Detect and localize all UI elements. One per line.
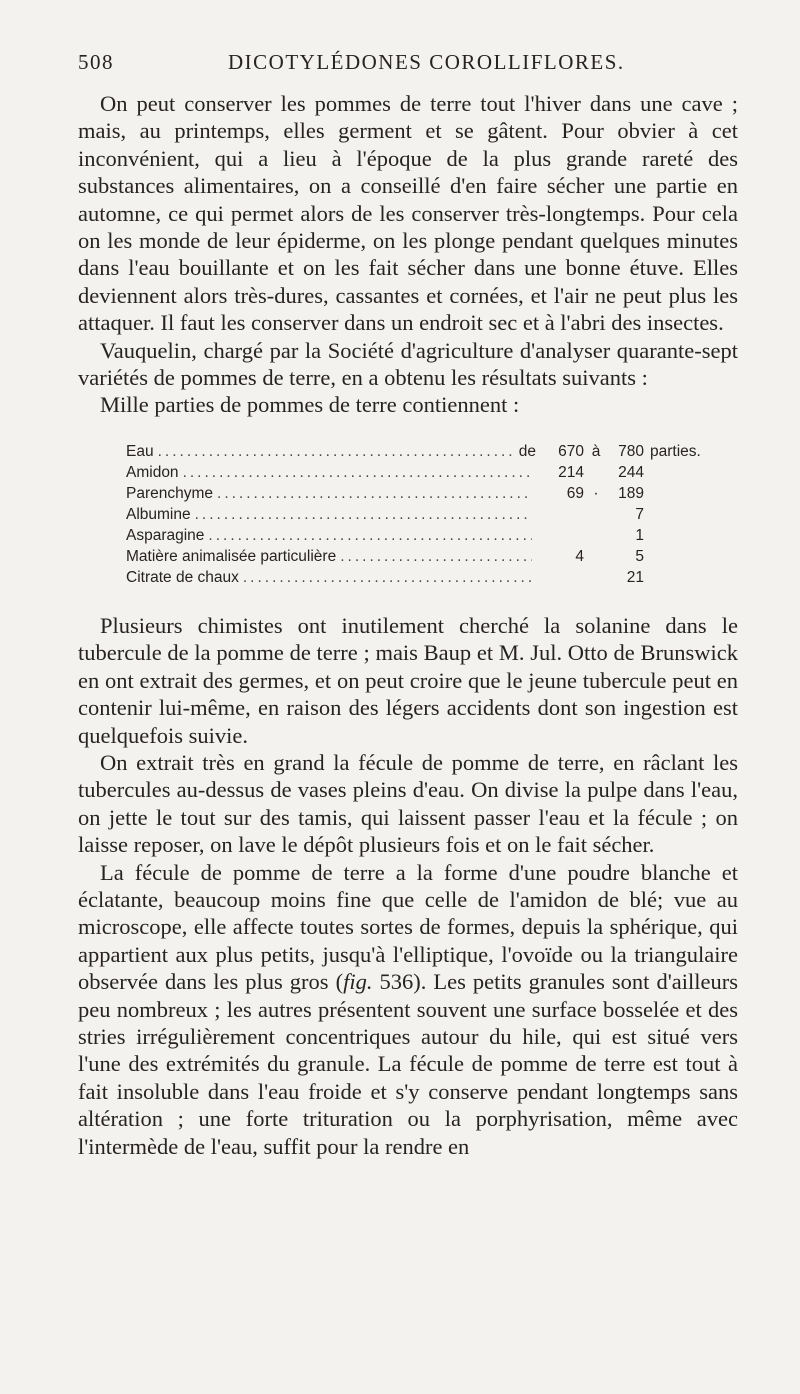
paragraph-table-intro: Mille parties de pommes de terre contiennent : [100, 392, 520, 418]
leader-dots [208, 525, 532, 546]
row-label: Matière animalisée particulière [126, 547, 337, 565]
row-label: Albumine [126, 505, 191, 523]
figure-number: 536 [372, 969, 414, 995]
paragraph-conservation: On peut conserver les pommes de terre tout l'hiver dans une cave ; mais, au printemps, elles germent et se gâtent. Pour obvier à cet inconvénient, qui a lieu à l'époque de la plus grande rareté des substances alimentaires, on a conseillé d'en faire sécher une partie en automne, ce qui permet alors de les conserver très-longtemps. Pour cela on les monde de leur épiderme, on les plonge pendant quelques minutes dans l'eau bouillante et on les fait sécher dans une bonne étuve. Elles deviennent alors très-dures, cassantes et cornées, et l'air ne peut plus les attaquer. Il faut les conserver dans un endroit sec et à l'abri des insectes. [78, 91, 738, 336]
row-value: 4 5 [575, 547, 644, 565]
row-label: Eau [126, 442, 154, 460]
row-value: de 670 à 780 parties. [518, 442, 701, 460]
leader-dots [183, 462, 532, 483]
row-value: 7 [635, 505, 644, 523]
leader-dots [340, 546, 532, 567]
table-row [126, 525, 706, 546]
composition-table [126, 441, 706, 588]
table-row [126, 441, 706, 462]
leader-dots [243, 567, 532, 588]
body-text [78, 90, 738, 1160]
row-label: Citrate de chaux [126, 568, 239, 586]
leader-dots [158, 441, 515, 462]
paragraph-solanine: Plusieurs chimistes ont inutilement cherché la solanine dans le tubercule de la pomme de terre ; mais Baup et M. Jul. Otto de Brunswick en ont extrait des germes, et on peut croire que le jeune tubercule peut en contenir lui-même, en raison des légers accidents dont son ingestion est quelquefois suivie. [78, 612, 738, 748]
leader-dots [217, 483, 532, 504]
paragraph-vauquelin: Vauquelin, chargé par la Société d'agriculture d'analyser quarante-sept variétés de pommes de terre, en a obtenu les résultats suivants : [78, 337, 738, 391]
leader-dots [195, 504, 532, 525]
table-row [126, 462, 706, 483]
paragraph-extraction: On extrait très en grand la fécule de pomme de terre, en râclant les tubercules au-dessus de vases pleins d'eau. On divise la pulpe dans l'eau, on jette le tout sur des tamis, qui laissent passer l'eau et la fécule ; on laisse reposer, on lave le dépôt plusieurs fois et on le fait sécher. [78, 749, 738, 858]
figure-reference: fig. [343, 969, 373, 995]
table-row [126, 567, 706, 588]
row-value: 1 [635, 526, 644, 544]
row-label: Amidon [126, 463, 179, 481]
row-label: Parenchyme [126, 484, 214, 502]
table-row [126, 546, 706, 567]
row-value: 69 · 189 [566, 484, 644, 502]
table-row [126, 504, 706, 525]
row-value: 21 [626, 568, 644, 586]
paragraph-fecule: La fécule de pomme de terre a la forme d'une poudre blanche et éclatante, beaucoup moins fine que celle de l'amidon de blé; vue au microscope, elle affecte toutes sortes de formes, depuis la sphérique, qui appartient aux plus petits, jusqu'à l'elliptique, l'ovoïde ou la triangulaire observée dans les plus gros (fig. 536). Les petits granules sont d'ailleurs peu nombreux ; les autres présentent souvent une surface bosselée et des stries irrégulièrement concentriques autour du hile, qui est situé vers l'une des extrémités du granule. La fécule de pomme de terre est tout à fait insoluble dans l'eau froide et s'y conserve pendant longtemps sans altération ; une forte trituration ou la porphyrisation, même avec l'intermède de l'eau, suffit pour la rendre en [78, 859, 738, 1159]
page-header [78, 0, 738, 90]
row-value: 214 244 [558, 463, 644, 481]
page-number: 508 [78, 50, 114, 74]
row-label: Asparagine [126, 526, 205, 544]
running-title: DICOTYLÉDONES COROLLIFLORES. [228, 50, 625, 74]
table-row [126, 483, 706, 504]
